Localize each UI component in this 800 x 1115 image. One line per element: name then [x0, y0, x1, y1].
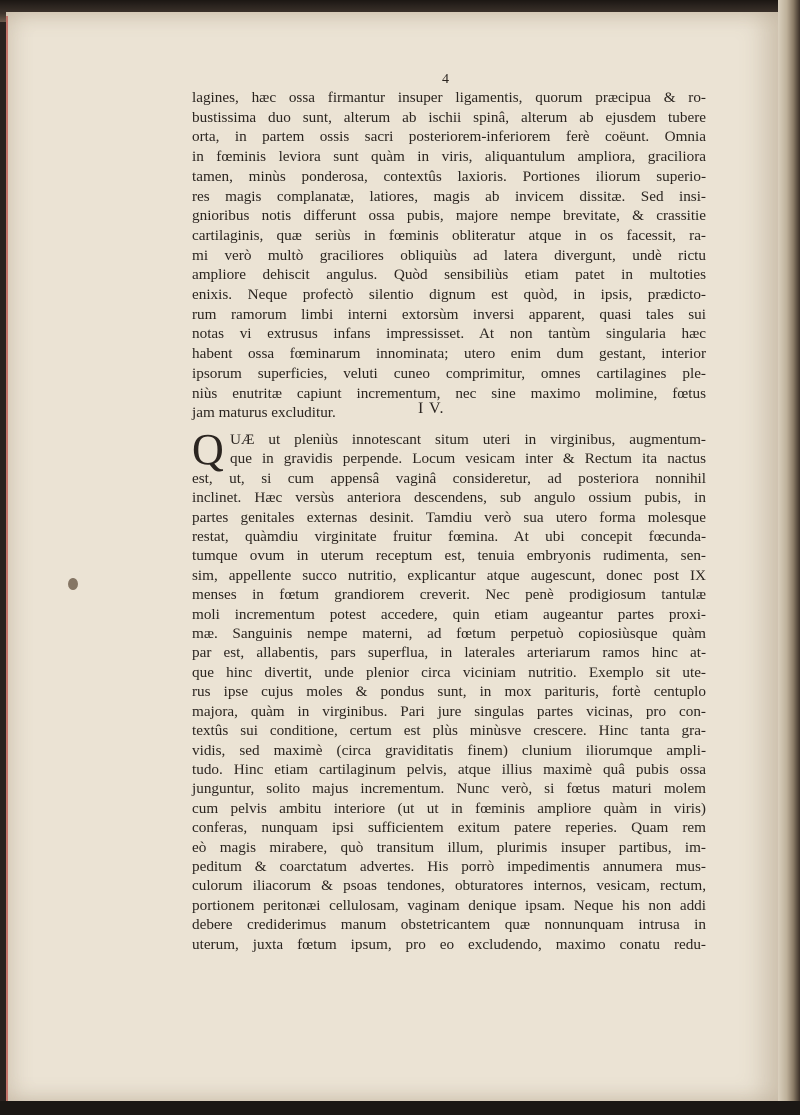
text-line: culorum iliacorum & psoas tendones, obturatores internos, vesicam, rectum, — [192, 877, 706, 895]
text-line: res magis complanatæ, latiores, magis ab invicem dissitæ. Sed insi- — [192, 187, 706, 205]
text-line: lagines, hæc ossa firmantur insuper ligamentis, quorum præcipua & ro- — [192, 89, 706, 106]
text-line: uterum, juxta fœtum ipsum, pro eo excludendo, maximo conatu redu- — [192, 935, 706, 953]
text-line: junguntur, solito majus incrementum. Nunc verò, si fœtus maturi molem — [192, 780, 706, 798]
text-line: tudo. Hinc etiam cartilaginum pelvis, atque illius maximè quâ pubis ossa — [192, 760, 706, 778]
book-right-edge — [778, 0, 800, 1115]
text-line: cum pelvis ambitu interiore (ut ut in fœminis ampliore quàm in viris) — [192, 799, 706, 817]
section-heading: I V. — [418, 400, 445, 417]
text-line: debere crediderimus manum obstetricantem quæ nonnunquam intrusa in — [192, 916, 706, 934]
text-line: in fœminis leviora sunt quàm in viris, aliquantulum ampliora, graciliora — [192, 148, 706, 166]
text-line: conferas, nunquam ipsi sufficientem exitum patere reperies. Quam rem — [192, 819, 706, 837]
paragraph-1 — [192, 88, 706, 423]
text-line: tamen, minùs ponderosa, contextûs laxioris. Portiones iliorum superio- — [192, 167, 706, 185]
text-line: est, ut, si cum appensâ vaginâ consideretur, ad posteriora nonnihil — [192, 469, 706, 487]
text-line: par est, allabentis, pars superflua, in laterales arteriarum ramos hinc at- — [192, 644, 706, 662]
text-line: moli incrementum potest accedere, quin etiam augeantur partes proxi- — [192, 605, 706, 623]
text-line: habent ossa fœminarum innominata; utero enim dum gestant, interior — [192, 345, 706, 363]
ink-blot — [68, 578, 78, 590]
page-margin-rule — [6, 16, 8, 1102]
text-line: jam maturus excluditur. — [192, 404, 336, 422]
text-line: inclinet. Hæc versùs anteriora descendens, sub angulo ossium pubis, in — [192, 489, 706, 507]
text-line: niùs enutritæ capiunt incrementum, nec sine maximo molimine, fœtus — [192, 384, 706, 402]
text-line: vidis, sed maximè (circa graviditatis finem) clunium iliorumque ampli- — [192, 741, 706, 759]
text-line: sim, appellente succo nutritio, explicantur atque augescunt, donec post IX — [192, 566, 706, 584]
text-line: textûs sui conditione, certum est plùs minùsve crescere. Hinc tanta gra- — [192, 722, 706, 740]
book-bottom-edge — [0, 1101, 800, 1115]
text-line: portionem peritonæi cellulosam, vaginam denique ipsam. Neque his non addi — [192, 896, 706, 914]
text-line: restat, quàmdiu virginitate fruitur fœmina. At ubi concepit fœcunda- — [192, 528, 706, 546]
text-line: tumque ovum in uterum receptum est, tenuia embryonis rudimenta, sen- — [192, 547, 706, 565]
text-line: peditum & coarctatum advertes. His porrò impedimentis annumera mus- — [192, 857, 706, 875]
text-line: ipsorum superficies, veluti cuneo comprimitur, omnes cartilagines ple- — [192, 364, 706, 382]
text-line: eò magis mirabere, quò transitum illum, plurimis insuper partibus, im- — [192, 838, 706, 856]
text-line: mæ. Sanguinis nempe materni, ad fœtum perpetuò copiosiùsque quàm — [192, 625, 706, 643]
paragraph-2-opening-lines — [192, 425, 706, 474]
text-line: rus ipse cujus moles & pondus sunt, in mox parituris, fortè centuplo — [192, 683, 706, 701]
paragraph-2 — [192, 425, 706, 954]
text-line: que hinc divertit, unde plenior circa viciniam nutritio. Exemplo sit ute- — [192, 663, 706, 681]
text-line: que in gravidis perpende. Locum vesicam inter & Rectum ita nactus — [230, 450, 706, 468]
text-line: rum ramorum limbi interni extorsùm inversi apparent, quasi tales sui — [192, 305, 706, 323]
text-line: majora, quàm in virginibus. Pari jure singulas partes vicinas, pro con- — [192, 702, 706, 720]
text-line: gnioribus notis differunt ossa pubis, majore nempe brevitate, & crassitie — [192, 207, 706, 225]
text-line: mi verò multò graciliores obliquiùs ad latera divergunt, undè rictu — [192, 246, 706, 264]
text-line: cartilaginis, quæ seriùs in fœminis obliteratur atque in os facessit, ra- — [192, 226, 706, 244]
text-line: enixis. Neque profectò silentio dignum est quòd, in ipsis, prædicto- — [192, 286, 706, 304]
text-line: notas vi extrusus infans impressisset. At non tantùm singularia hæc — [192, 325, 706, 343]
text-line: ampliore dehiscit angulus. Quòd sensibiliùs etiam patet in multoties — [192, 266, 706, 284]
text-line: bustissima duo sunt, alterum ab ischii spinâ, alterum ab ejusdem tubere — [192, 108, 706, 126]
text-line: orta, in partem ossis sacri posteriorem-inferiorem ferè coëunt. Omnia — [192, 128, 706, 146]
paragraph-2-body — [192, 469, 706, 954]
text-line: menses in fœtum grandiorem creverit. Nec penè prodigiosum tantulæ — [192, 586, 706, 604]
text-line: partes genitales externas desinit. Tamdiu verò sua utero forma molesque — [192, 508, 706, 526]
page-number: 4 — [442, 72, 449, 87]
drop-cap: Q — [192, 425, 224, 474]
text-line: UÆ ut pleniùs innotescant situm uteri in virginibus, augmentum- — [230, 431, 706, 448]
